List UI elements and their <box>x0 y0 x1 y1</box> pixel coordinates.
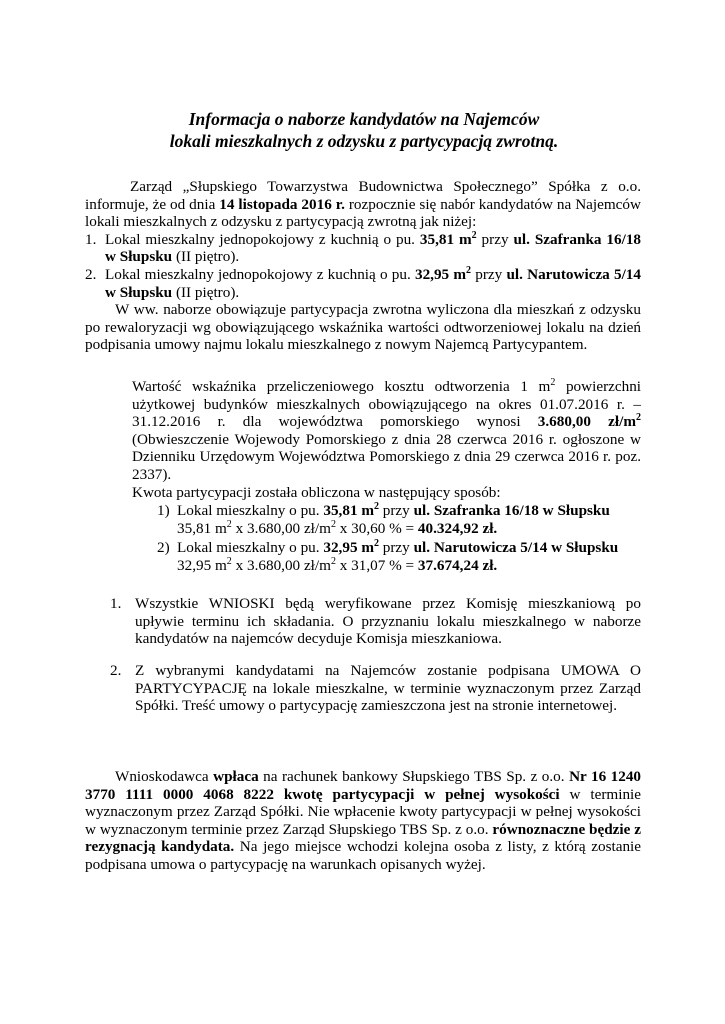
document-title <box>84 108 644 152</box>
bank-account: Nr 16 1240 3770 1111 0000 4068 8222 kwotę partycypacji w pełnej wysokości <box>85 768 642 803</box>
calculation-result: 37.674,24 zł. <box>417 556 498 574</box>
partycypacja-paragraph: W ww. naborze obowiązuje partycypacja zwrotna wyliczona dla mieszkań z odzysku po rewaloryzacji wg obowiązującego wskaźnika wartości odtworzeniowej lokalu na dzień podpisania umowy najmu lokalu mieszkalnego z nowym Najemcą Partycypantem. <box>85 301 641 354</box>
calculation-formula: 32,95 $m^2$ x 3.680,00 $zł/m^2$ x 31,07 % = 37.674,24 zł. <box>177 555 498 574</box>
calculation-item: 2) Lokal mieszkalny o pu. 32,95 $m^2$ przy ul. Narutowicza 5/14 w Słupsku 32,95 $m^2$ x 3.680,00 $zł/m^2$ x 31,07 % = 37.674,24 zł. <box>157 539 641 574</box>
intro-paragraph: Zarząd „Słupskiego Towarzystwa Budownictwa Społecznego” Spółka z o.o. informuje, że od dnia 14 listopada 2016 r. rozpocznie się nabór kandydatów na Najemców lokali mieszkalnych z odzysku z partycypacją zwrotną jak niżej: <box>85 178 641 231</box>
calculation-formula: 35,81 $m^2$ x 3.680,00 $zł/m^2$ x 30,60 % = 40.324,92 zł. <box>177 518 498 537</box>
intro-section <box>85 178 641 354</box>
rules-section <box>110 595 641 648</box>
start-date: 14 listopada 2016 r. <box>219 195 345 213</box>
unit-address: ul. Narutowicza 5/14 w Słupsku <box>105 265 641 301</box>
rules-section-2 <box>110 662 641 715</box>
title-line-2: lokali mieszkalnych z odzysku z partycypacją zwrotną. <box>169 131 559 151</box>
calculation-section <box>157 502 641 574</box>
units-list <box>85 231 641 301</box>
calculation-result: 40.324,92 zł. <box>417 519 498 537</box>
title-line-1: Informacja o naborze kandydatów na Najemców <box>188 109 540 129</box>
unit-address: ul. Szafranka 16/18 w Słupsku <box>105 230 642 266</box>
unit-area: 32,95 m <box>414 265 467 283</box>
unit-area: 35,81 m <box>419 230 472 248</box>
payment-paragraph: Wnioskodawca wpłaca na rachunek bankowy Słupskiego TBS Sp. z o.o. Nr 16 1240 3770 1111 0000 4068 8222 kwotę partycypacji w pełnej wysokości w terminie wyznaczonym przez Zarząd Spółki. Nie wpłacenie kwoty partycypacji w pełnej wysokości w wyznaczonym terminie przez Zarząd Słupskiego TBS Sp. z o.o. równoznaczne będzie z rezygnacją kandydata. Na jego miejsce wchodzi kolejna osoba z listy, z którą zostanie podpisana umowa o partycypację na warunkach opisanych wyżej. <box>85 768 642 873</box>
list-item: 2. Lokal mieszkalny jednopokojowy z kuchnią o pu. 32,95 $m^2$ przy ul. Narutowicza 5/14 w Słupsku (II piętro). <box>85 264 641 301</box>
list-item: 2. Z wybranymi kandydatami na Najemców zostanie podpisana UMOWA O PARTYCYPACJĘ na lokale mieszkalne, w terminie wyznaczonym przez Zarząd Spółki. Treść umowy o partycypację zamieszczona jest na stronie internetowej. <box>110 662 641 715</box>
wskaznik-section <box>132 378 641 501</box>
list-item: 1. Wszystkie WNIOSKI będą weryfikowane przez Komisję mieszkaniową po upływie terminu ich składania. O przyznaniu lokalu mieszkalnego w naborze kandydatów na najemców decyduje Komisja mieszkaniowa. <box>110 595 641 648</box>
wskaznik-paragraph: Wartość wskaźnika przeliczeniowego kosztu odtworzenia 1 $m^2$ powierzchni użytkowej budynków mieszkalnych obowiązującego na okres 01.07.2016 r. – 31.12.2016 r. dla województwa pomorskiego wynosi 3.680,00 $zł/m^2$ (Obwieszczenie Wojewody Pomorskiego z dnia 28 czerwca 2016 r. ogłoszone w Dzienniku Urzędowym Województwa Pomorskiego z dnia 29 czerwca 2016 r. poz. 2337). <box>132 377 642 483</box>
wskaznik-value: 3.680,00 zł/m <box>537 413 636 431</box>
payment-section <box>85 768 641 874</box>
list-item: 1. Lokal mieszkalny jednopokojowy z kuchnią o pu. 35,81 $m^2$ przy ul. Szafranka 16/18 w Słupsku (II piętro). <box>85 229 642 266</box>
kwota-intro: Kwota partycypacji została obliczona w następujący sposób: <box>132 483 501 501</box>
calculation-item: 1) Lokal mieszkalny o pu. 35,81 $m^2$ przy ul. Szafranka 16/18 w Słupsku 35,81 $m^2$ x 3.680,00 $zł/m^2$ x 30,60 % = 40.324,92 zł. <box>157 502 641 537</box>
